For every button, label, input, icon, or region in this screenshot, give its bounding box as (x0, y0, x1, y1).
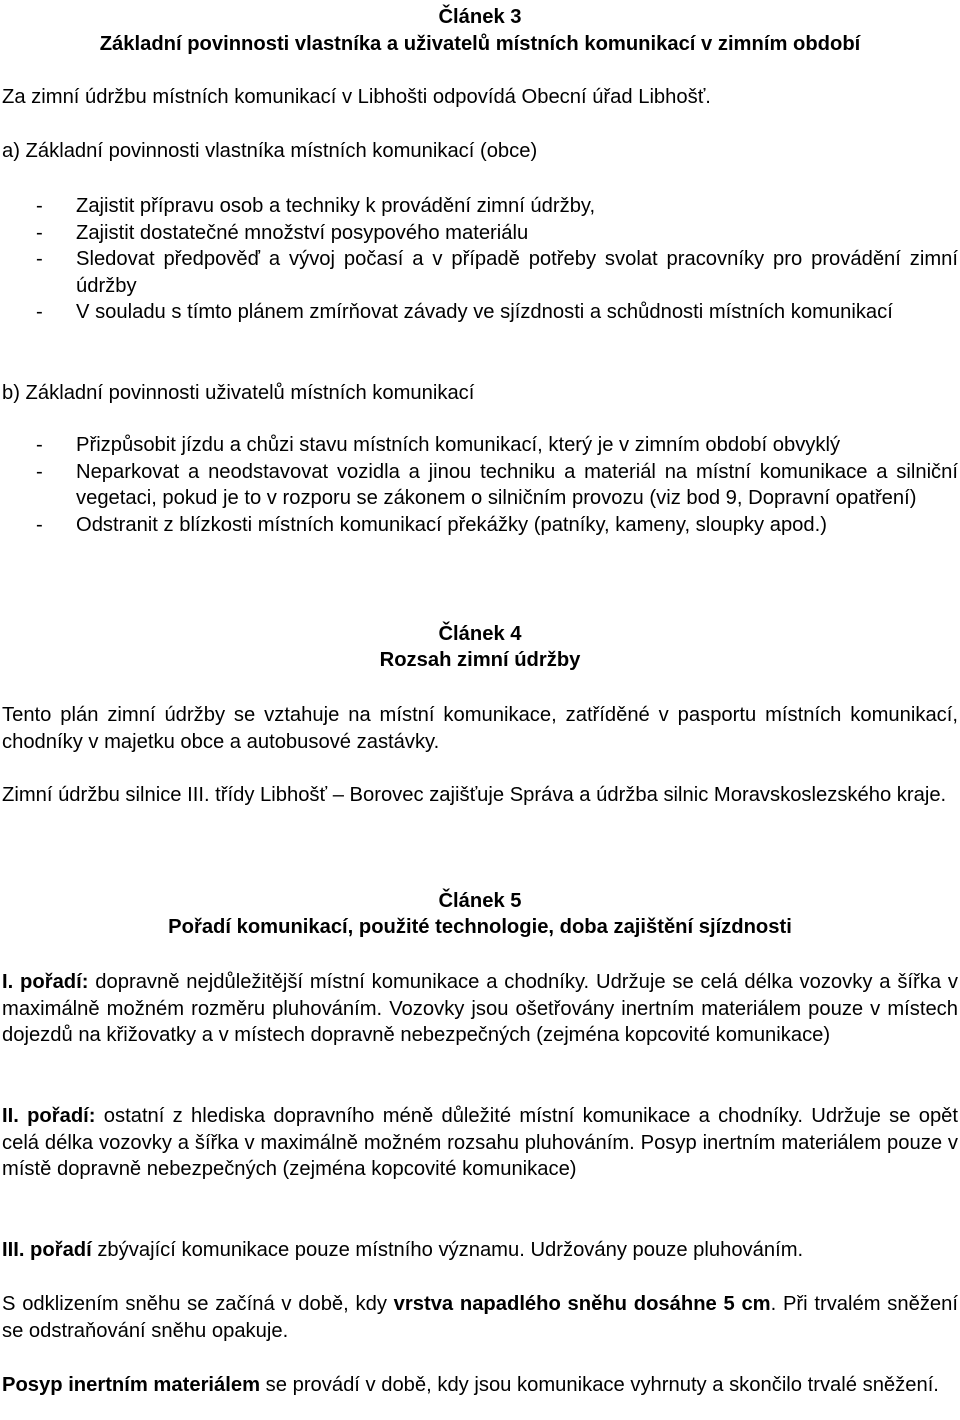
article-5-heading: Článek 5 (438, 890, 522, 912)
order-1-paragraph: I. pořadí: dopravně nejdůležitější místní komunikace a chodníky. Udržuje se celá délka vozovky a šířka v maximálně možném rozměru pluhováním. Vozovky jsou ošetřovány inertním materiálem pouze v místech dojezdů na křižovatky a v místech dopravně nebezpečných (zejména kopcovité komunikace) (2, 971, 958, 1046)
article-4-paragraph-2: Zimní údržbu silnice III. třídy Libhošť – Borovec zajišťuje Správa a údržba silnic Moravskoslezského kraje. (2, 784, 947, 806)
order-3-label: III. pořadí (2, 1239, 92, 1261)
list-item: - Sledovat předpověď a vývoj počasí a v případě potřeby svolat pracovníky pro provádění zimní údržby (36, 248, 958, 297)
list-item: - V souladu s tímto plánem zmírňovat závady ve sjízdnosti a schůdnosti místních komunikací (36, 301, 893, 323)
article-3-title: Základní povinnosti vlastníka a uživatelů místních komunikací v zimním období (99, 33, 861, 55)
list-item: - Neparkovat a neodstavovat vozidla a jinou techniku a materiál na místní komunikace a silniční vegetaci, pokud je to v rozporu se zákonem o silničním provozu (viz bod 9, Dopravní opatření) (36, 460, 958, 509)
article-4-paragraph-1: Tento plán zimní údržby se vztahuje na místní komunikace, zatříděné v pasportu místních komunikací, chodníky v majetku obce a autobusové zastávky. (2, 704, 958, 753)
order-2-label: II. pořadí: (2, 1105, 96, 1127)
snow-removal-paragraph: S odklizením sněhu se začíná v době, kdy vrstva napadlého sněhu dosáhne 5 cm. Při trvalém sněžení se odstraňování sněhu opakuje. (2, 1293, 958, 1342)
list-item: - Zajistit přípravu osob a techniky k provádění zimní údržby, (36, 195, 596, 217)
section-a-list (0, 193, 960, 326)
section-a-title: a) Základní povinnosti vlastníka místních komunikací (obce) (2, 140, 538, 162)
article-5-title: Pořadí komunikací, použité technologie, doba zajištění sjízdnosti (168, 916, 792, 938)
article-4-title: Rozsah zimní údržby (379, 649, 581, 671)
gritting-paragraph: Posyp inertním materiálem se provádí v době, kdy jsou komunikace vyhrnuty a skončilo trvalé sněžení. (2, 1374, 939, 1396)
list-item: - Přizpůsobit jízdu a chůzi stavu místních komunikací, který je v zimním období obvyklý (36, 434, 841, 456)
gritting-label: Posyp inertním materiálem (2, 1374, 261, 1396)
order-1-label: I. pořadí: (2, 971, 89, 993)
order-2-paragraph: II. pořadí: ostatní z hlediska dopravního méně důležité místní komunikace a chodníky. Udržuje se opět celá délka vozovky a šířka v maximálně možném rozsahu pluhováním. Posyp inertním materiálem pouze v místě dopravně nebezpečných (zejména kopcovité komunikace) (2, 1105, 959, 1180)
order-3-paragraph: III. pořadí zbývající komunikace pouze místního významu. Udržovány pouze pluhováním. (2, 1239, 804, 1261)
article-4-heading: Článek 4 (438, 623, 522, 645)
snow-depth-threshold: vrstva napadlého sněhu dosáhne 5 cm (393, 1293, 771, 1315)
list-item: - Odstranit z blízkosti místních komunikací překážky (patníky, kameny, sloupky apod.) (36, 513, 827, 536)
article-3-intro: Za zimní údržbu místních komunikací v Libhošti odpovídá Obecní úřad Libhošť. (2, 86, 711, 108)
section-b-list (0, 432, 960, 538)
section-b-title: b) Základní povinnosti uživatelů místních komunikací (2, 382, 475, 404)
list-item: - Zajistit dostatečné množství posypového materiálu (36, 221, 529, 244)
article-3-heading: Článek 3 (438, 6, 522, 28)
